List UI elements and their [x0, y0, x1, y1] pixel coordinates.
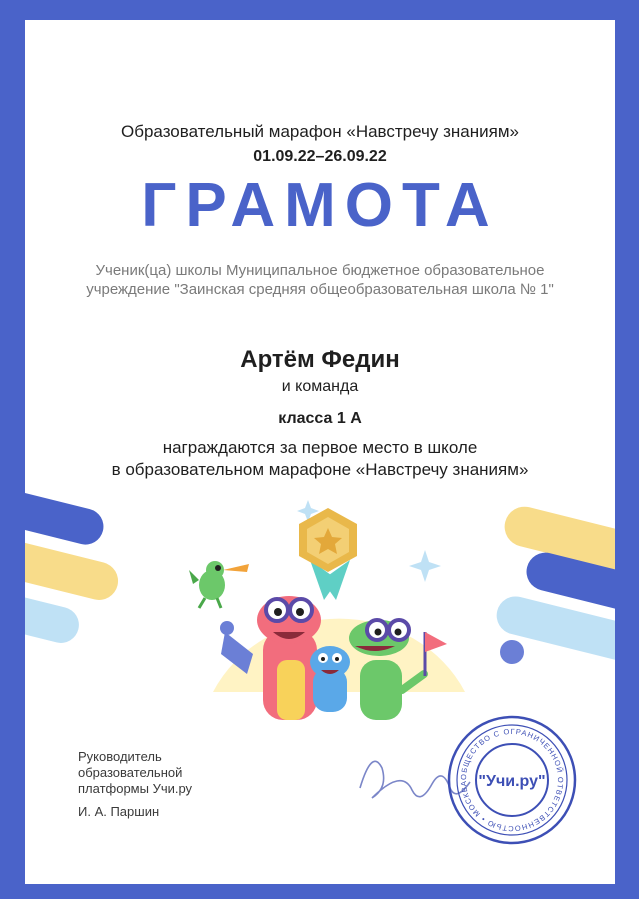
signatory-line-1: Руководитель — [78, 749, 162, 764]
stamp-ring-text: ОБЩЕСТВО С ОГРАНИЧЕННОЙ ОТВЕТСТВЕННОСТЬЮ • МОСКВА — [458, 726, 566, 834]
school-description — [25, 261, 615, 299]
recipient-team: и команда — [281, 378, 359, 395]
recipient-class: класса 1 А — [278, 410, 362, 427]
blue-dragon-illustration — [310, 646, 350, 712]
pink-dragon-illustration — [220, 596, 321, 720]
stamp-center-text: "Учи.ру" — [478, 773, 546, 790]
award-line-1: награждаются за первое место в школе — [162, 438, 478, 457]
recipient-name: Артём Федин — [240, 346, 400, 373]
sparkle-icon — [409, 550, 441, 582]
award-text — [25, 437, 615, 481]
certificate-title: ГРАМОТА — [141, 171, 499, 240]
signatory-line-2: образовательной — [78, 765, 183, 780]
marathon-title: Образовательный марафон «Навстречу знаниям» — [121, 122, 519, 141]
signature-scribble — [360, 761, 470, 798]
signatory-line-3: платформы Учи.ру — [78, 781, 193, 796]
marathon-dates: 01.09.22–26.09.22 — [253, 148, 387, 165]
medal-icon — [299, 508, 357, 600]
school-line-2: учреждение "Заинская средняя общеобразовательная школа № 1" — [86, 281, 554, 298]
signatory-name: И. А. Паршин — [78, 804, 160, 819]
right-stripes-decoration — [493, 502, 615, 665]
certificate-sheet — [25, 20, 615, 884]
left-stripes-decoration — [25, 480, 122, 647]
small-dragon-illustration — [189, 561, 249, 608]
school-line-1: Ученик(ца) школы Муниципальное бюджетное образовательное — [95, 262, 545, 279]
award-line-2: в образовательном марафоне «Навстречу знаниям» — [111, 460, 529, 479]
signatory-title — [78, 749, 192, 797]
